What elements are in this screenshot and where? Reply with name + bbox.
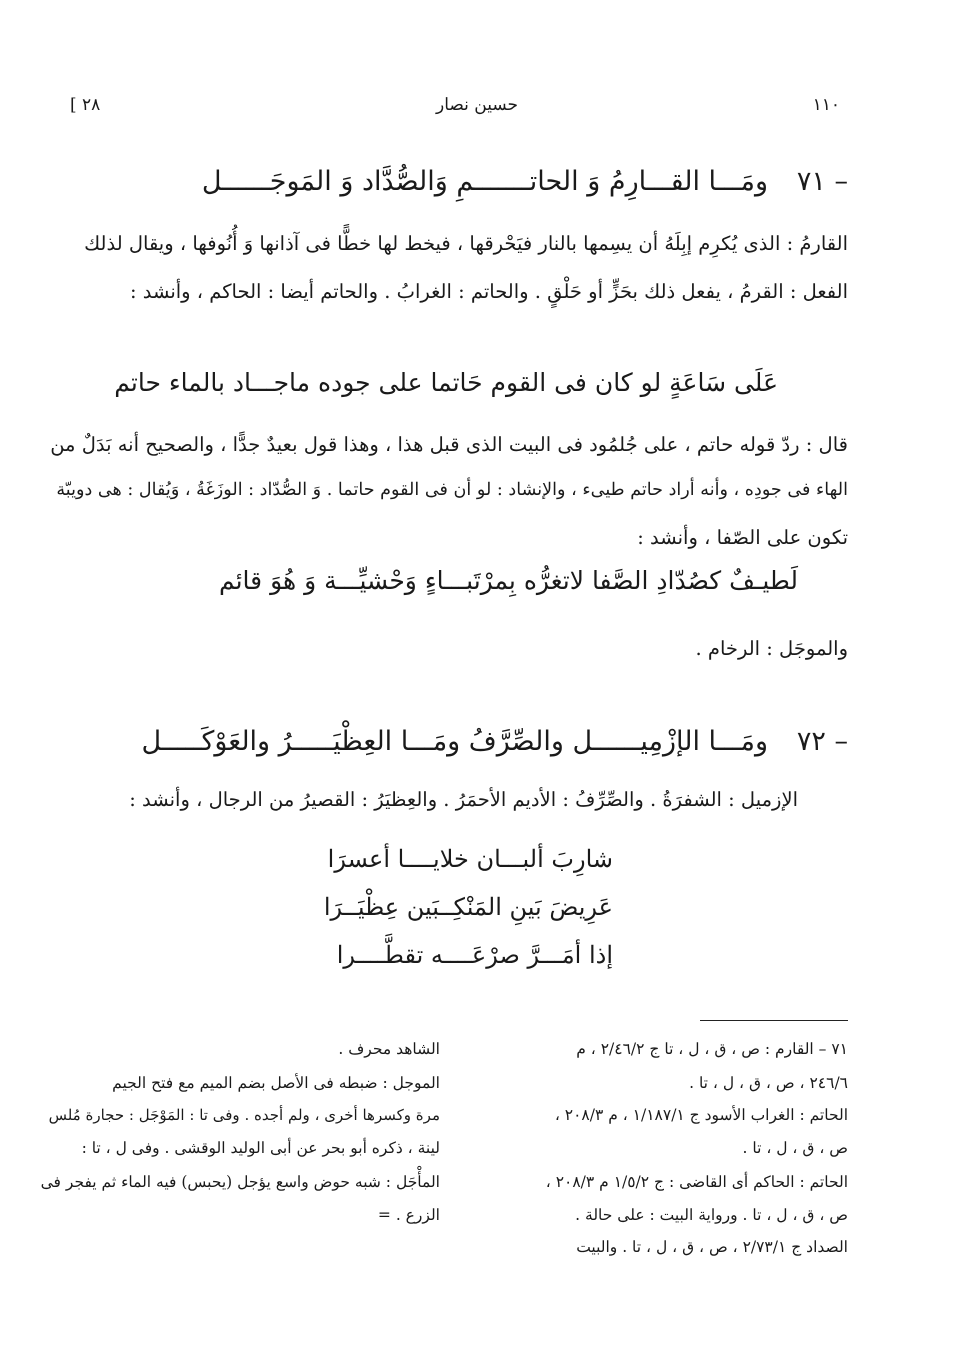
footnote-left-3: مرة وكسرها أخرى ، ولم أجده . وفى تا : المَوْجَل : حجارة مُلس	[48, 1106, 440, 1124]
footnote-left-6: الزرع . =	[377, 1206, 440, 1224]
rajaz-line-2: عَرِيضَ بَينِ المَنْكِــبَين عِظْيَــرَا	[323, 893, 613, 921]
footnote-left-1: الشاهد محرف .	[338, 1040, 440, 1058]
verse-72-number: ٧٢ –	[796, 726, 848, 757]
footnote-right-7: الصداد ج ٢/٧٣/١ ، ص ، ق ، ل ، تا . والبيت	[576, 1238, 848, 1256]
rajaz-line-1: شارِبَ ألبـــان خلايــــا أعسرَا	[327, 845, 613, 873]
commentary-line-3: تكون على الصّفا ، وأنشد :	[637, 526, 848, 549]
footnote-right-3: الحاتم : الغراب الأسود ج ١/١٨٧/١ ، م ٢٠٨/٣ ،	[554, 1106, 848, 1124]
commentary-line-1: قال : ردّ قوله حاتم ، على جُلمُود فى البيت الذى قبل هذا ، وهذا قول بعيدٌ جدًّا ، والصحيح أنه بَدَلٌ من	[50, 433, 848, 456]
verse-72-text: ومَـــا الإزْمِيــــــل والصِّرَّفُ ومَـــا العِظْيَـــــرُ والعَوْكَـــــل	[141, 726, 768, 757]
footnote-right-2: ٢٤٦/٦ ، ص ، ق ، ل ، تا .	[689, 1074, 848, 1092]
mawjal-definition: والموجَل : الرخام .	[695, 637, 848, 660]
footnote-rule	[700, 1020, 848, 1021]
footnote-left-5: المأْجَل : شبه حوض واسع يؤجل (يحبس) فيه الماء ثم يفجر فى	[40, 1173, 440, 1191]
footnote-right-1: ٧١ – القارم : ص ، ق ، ل ، تا ج ٢/٤٦/٢ ، م	[576, 1040, 848, 1058]
running-head-author: حسين نصار	[435, 95, 518, 115]
rajaz-line-3: إذا أمَـــرَّ صرْعَــــه تقطَّــــرا	[336, 941, 613, 969]
verse-71-number: ٧١ –	[796, 166, 848, 197]
prose-71-line-1: القارمُ : الذى يُكرِم إبِلَهُ أن يسِمها بالنار فيَحْرقها ، فيخط لها خطًّا فى آذانها وَ أُنُوفها ، ويقال لذلك	[84, 232, 848, 255]
footnote-right-6: ص ، ق ، ل ، تا . ورواية البيت : على حالة .	[575, 1206, 848, 1224]
footnote-right-5: الحاتم : الحاكم أى القاضى : ج ١/٥/٢ م ٢٠٨/٣ ،	[545, 1173, 848, 1191]
footnote-right-4: ص ، ق ، ل ، تا .	[742, 1139, 848, 1157]
verse-71-text: ومَـــا القـــارِمُ وَ الحاتـــــــمِ وَالصُّدَّاد وَ المَوجَــــــل	[201, 166, 768, 197]
footnote-left-4: لينة ، ذكره أبو بحر عن أبى الوليد الوقشى . وفى ل ، تا :	[81, 1139, 440, 1157]
footnote-left-2: الموجل : ضبطه فى الأصل بضم الميم مع فتح الجيم	[112, 1074, 440, 1092]
poem-line-suddad: لَطيـفٌ كصُدّادِ الصَّفا لاتغرُّه بِمرْتَبـــاءٍ وَحْشيِّـــة وَ هُوَ قائم	[218, 566, 798, 595]
prose-72-definitions: الإزميل : الشفرَةُ . والصِّرِّفُ : الأديم الأحمَرُ . والعِظيَرُ : القصيرُ من الرجال ، وأنشد :	[129, 788, 798, 811]
commentary-line-2: الهاء فى جودِه ، وأنه أراد حاتم طيىء ، والإنشاد : لو أن فى القوم حاتما . وَ الصُّدّاد : الوزَغَةُ ، وَيُقال : هى دويبّة	[56, 480, 848, 500]
poem-line-hatim: عَلَى سَاعَةٍ لو كان فى القوم حَاتما على جوده ماجـــاد بالماء حاتم	[114, 368, 778, 397]
prose-71-line-2: الفعل : القرمُ ، يفعل ذلك بحَزٍّ أو حَلْقٍ . والحاتم : الغرابُ . والحاتم أيضا : الحاكم ، وأنشد :	[129, 280, 848, 303]
page-number: ١١٠	[812, 95, 840, 115]
bracket-reference: [ ٢٨	[70, 95, 101, 115]
